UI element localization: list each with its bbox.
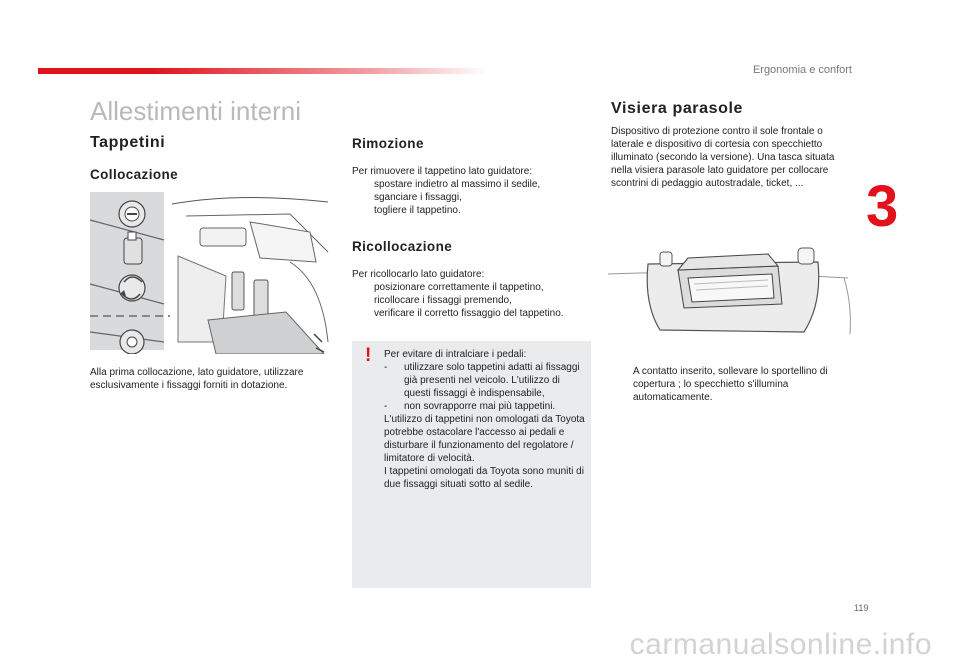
visor-description: Dispositivo di protezione contro il sole frontale o laterale e dispositivo di cortesia con specchietto illuminato (secondo la versione). Una tasca situata nella visiera parasole lato guidatore per collocare scontrini di pedaggio autostradale, ticket, ... xyxy=(611,126,835,189)
list-item: verificare il corretto fissaggio del tappetino. xyxy=(374,308,564,319)
removal-title: Rimozione xyxy=(352,136,424,151)
dash-marker: - xyxy=(384,401,388,412)
header-accent-bar xyxy=(38,68,488,74)
warning-paragraph: I tappetini omologati da Toyota sono muniti di due fissaggi situati sotto al sedile. xyxy=(384,466,584,490)
list-item: posizionare correttamente il tappetino, xyxy=(374,282,544,293)
list-item: ricollocare i fissaggi premendo, xyxy=(374,295,512,306)
list-item: sganciare i fissaggi, xyxy=(374,192,462,203)
list-item: A contatto inserito, sollevare lo sportellino di copertura ; lo specchietto s'illumina automaticamente. xyxy=(633,366,828,403)
placement-title: Collocazione xyxy=(90,167,179,182)
floor-mat-illustration xyxy=(90,192,330,354)
sun-visor-diagram xyxy=(608,244,854,336)
warning-box xyxy=(352,341,591,588)
list-item: spostare indietro al massimo il sedile, xyxy=(374,179,541,190)
refit-list xyxy=(352,281,592,320)
warning-text xyxy=(384,348,586,491)
warning-item: - utilizzare solo tappetini adatti ai fissaggi già presenti nel veicolo. L'utilizzo di questi fissaggi è indispensabile, xyxy=(384,362,580,399)
removal-intro: Per rimuovere il tappetino lato guidatore: xyxy=(352,166,533,177)
warning-icon: ! xyxy=(365,345,372,366)
warning-item: - non sovrapporre mai più tappetini. xyxy=(384,401,556,412)
placement-text: Alla prima collocazione, lato guidatore, utilizzare esclusivamente i fissaggi forniti in dotazione. xyxy=(90,367,304,391)
refit-intro: Per ricollocarlo lato guidatore: xyxy=(352,269,485,280)
section-header: Ergonomia e confort xyxy=(752,64,852,76)
sun-visor-illustration xyxy=(608,244,854,336)
page-title: Allestimenti interni xyxy=(90,96,301,126)
dash-marker: - xyxy=(384,362,388,373)
visor-list xyxy=(611,365,847,404)
chapter-number: 3 xyxy=(866,174,899,239)
list-item: togliere il tappetino. xyxy=(374,205,461,216)
refit-title: Ricollocazione xyxy=(352,239,453,254)
footer-watermark: carmanualsonline.info xyxy=(629,628,932,661)
warning-intro: Per evitare di intralciare i pedali: xyxy=(384,349,527,360)
removal-list xyxy=(352,178,590,217)
visor-title: Visiera parasole xyxy=(611,100,744,117)
warning-paragraph: L'utilizzo di tappetini non omologati da Toyota potrebbe ostacolare l'accesso ai pedali e disturbare il funzionamento del regolatore / limitatore di velocità. xyxy=(384,414,585,464)
mats-title: Tappetini xyxy=(90,134,166,151)
mat-fixing-diagram xyxy=(90,192,330,354)
page-number: 119 xyxy=(854,603,869,613)
